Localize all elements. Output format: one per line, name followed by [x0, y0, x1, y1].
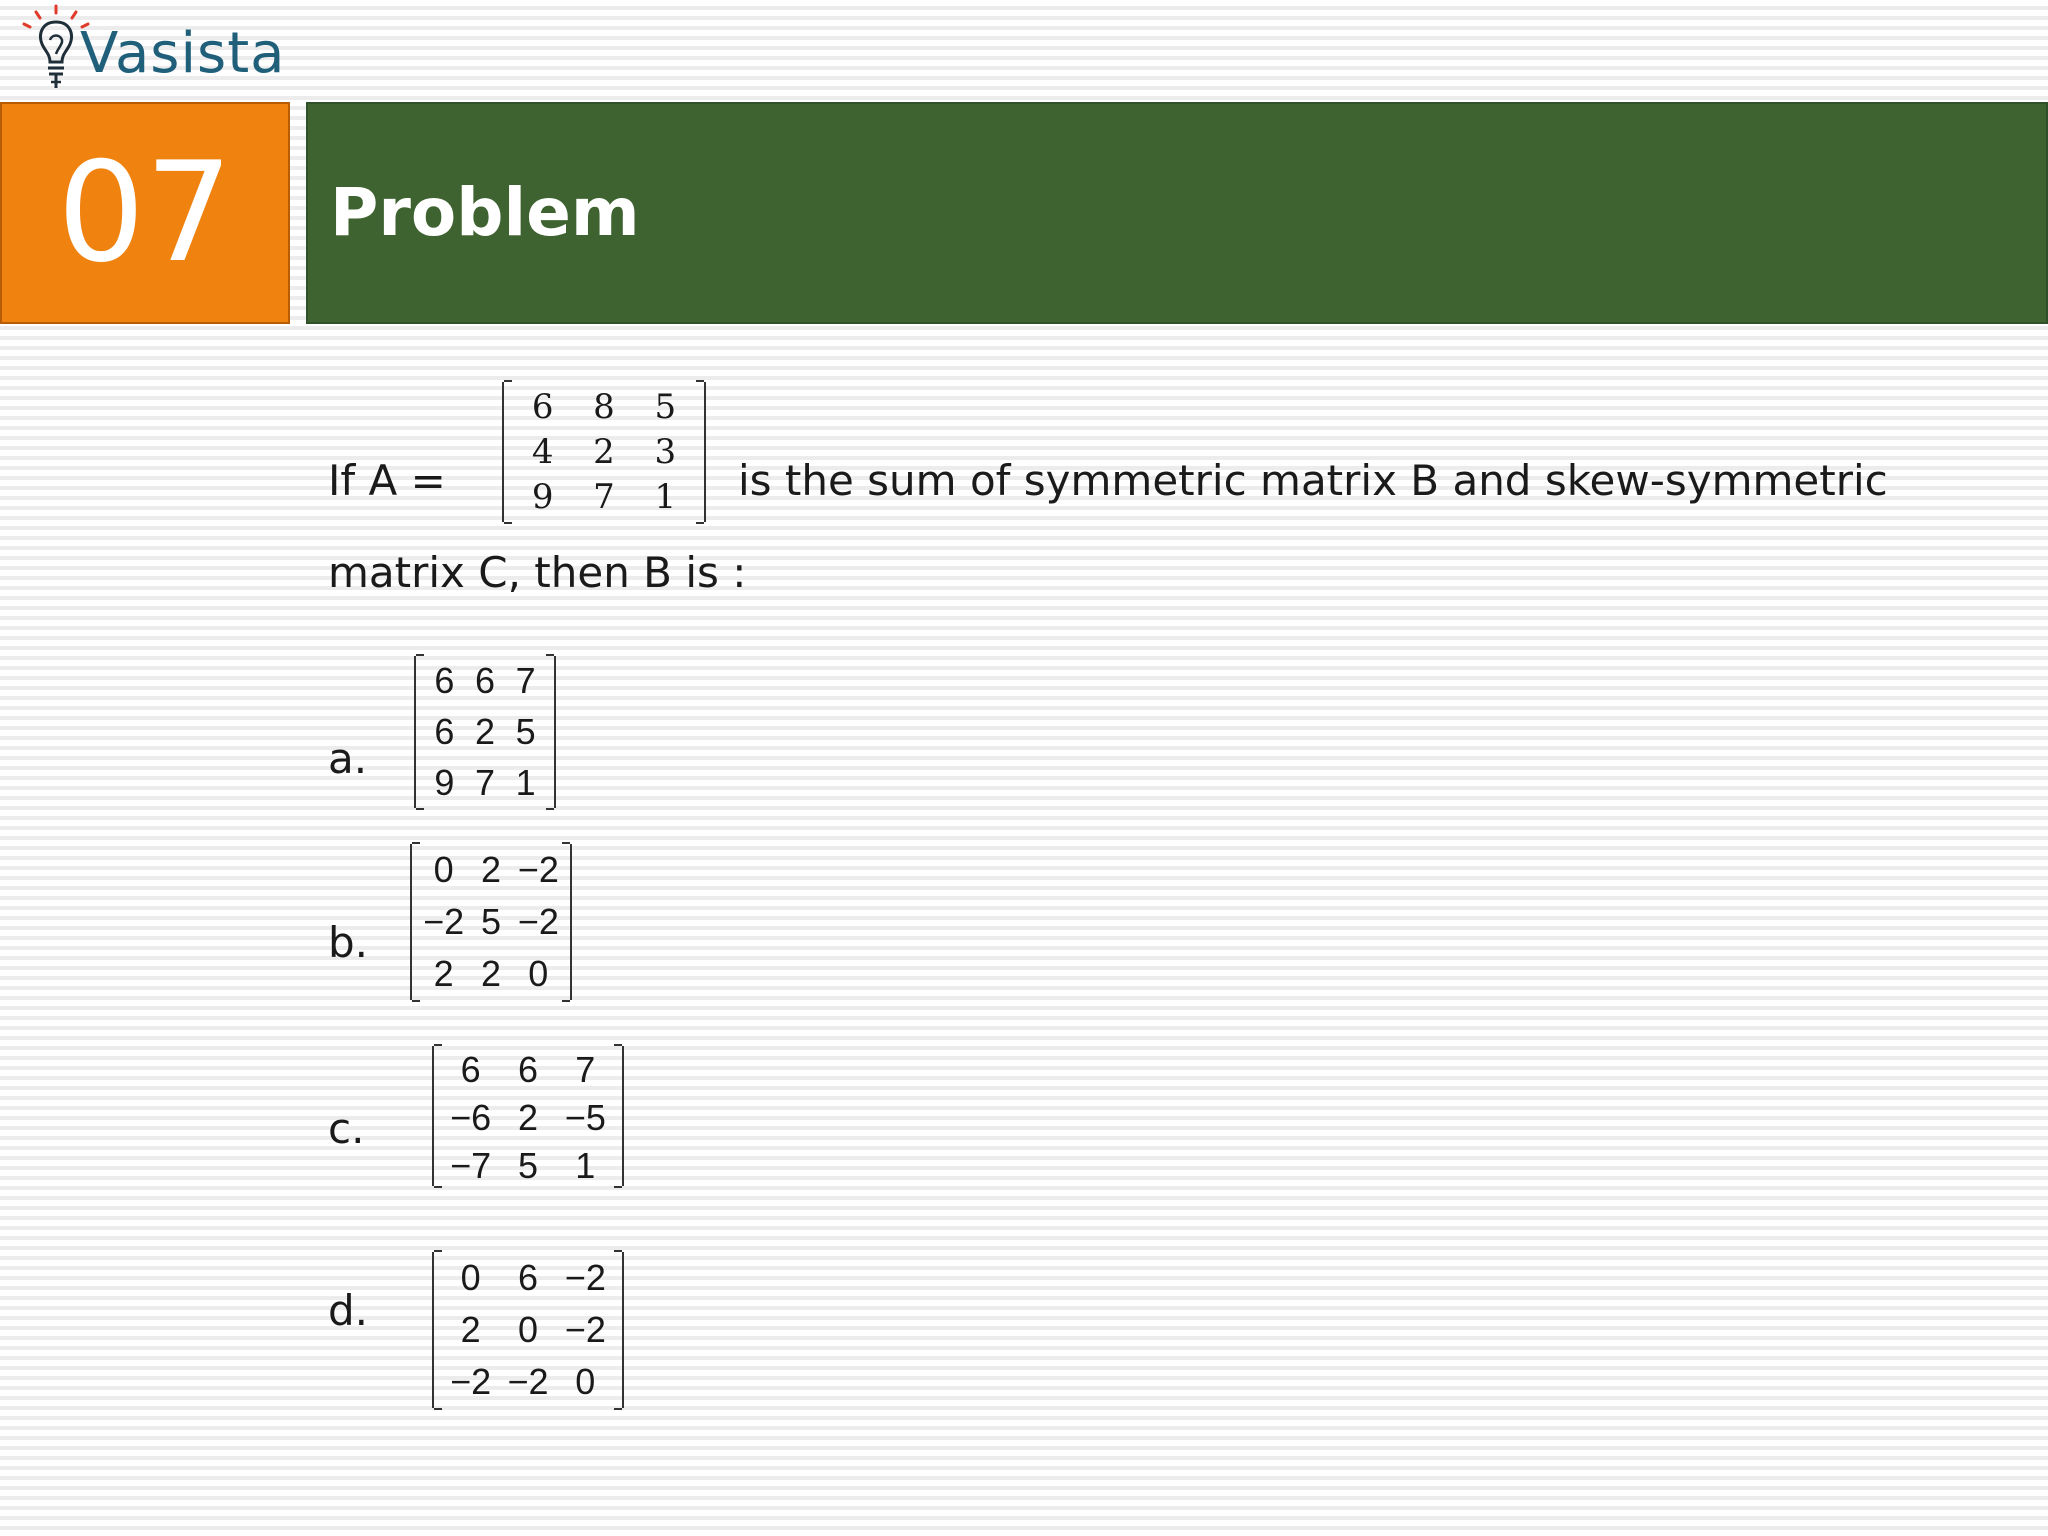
matrix-cell: −5	[564, 1097, 606, 1138]
matrix-cell: 7	[515, 660, 536, 702]
matrix-cell: 6	[434, 710, 455, 752]
matrix-cell: 6	[517, 1049, 538, 1090]
matrix-cell: 0	[575, 1361, 596, 1402]
matrix-cell: 0	[460, 1257, 481, 1298]
option-d-matrix	[432, 1252, 624, 1408]
matrix-cell: −2	[423, 901, 465, 942]
matrix-cell: 5	[654, 386, 677, 427]
option-a-label: a.	[328, 734, 368, 783]
matrix-cell: −2	[564, 1257, 606, 1298]
vasista-logo	[18, 4, 288, 96]
option-c-label: c.	[328, 1104, 365, 1153]
title-bar	[306, 102, 2048, 324]
matrix-cell: 5	[517, 1145, 538, 1186]
matrix-cell: 3	[654, 431, 677, 472]
option-a-matrix	[414, 656, 556, 808]
matrix-cell: −2	[517, 901, 559, 942]
matrix-cell: −6	[450, 1097, 492, 1138]
matrix-cell: 2	[593, 431, 615, 472]
matrix-cell: 9	[434, 761, 455, 803]
matrix-cell: 0	[528, 953, 549, 994]
option-b-label: b.	[328, 918, 369, 967]
matrix-cell: −2	[564, 1309, 606, 1350]
matrix-cell: 1	[575, 1145, 596, 1186]
page-title: Problem	[330, 174, 640, 251]
matrix-cell: −2	[450, 1361, 492, 1402]
logo-wordmark: Vasista	[80, 21, 286, 86]
matrix-cell: 7	[575, 1049, 596, 1090]
matrix-cell: 6	[531, 386, 554, 427]
matrix-cell: 4	[531, 431, 554, 472]
matrix-cell: 9	[531, 477, 554, 518]
matrix-cell: 1	[654, 477, 677, 518]
problem-number: 07	[57, 132, 233, 293]
matrix-cell: 6	[474, 660, 495, 702]
question-line-2: matrix C, then B is :	[328, 548, 747, 597]
matrix-cell: 2	[480, 953, 501, 994]
matrix-cell: 1	[515, 761, 536, 803]
matrix-cell: 5	[515, 710, 536, 752]
matrix-cell: 2	[474, 710, 495, 752]
matrix-a	[502, 382, 706, 522]
matrix-cell: 7	[593, 477, 615, 518]
matrix-cell: 6	[517, 1257, 538, 1298]
question-prefix: If A =	[328, 456, 446, 505]
matrix-cell: 2	[517, 1097, 538, 1138]
option-c-matrix	[432, 1046, 624, 1186]
matrix-cell: 2	[433, 953, 454, 994]
option-d-label: d.	[328, 1286, 369, 1335]
matrix-cell: −7	[450, 1145, 492, 1186]
matrix-cell: 2	[480, 849, 501, 890]
matrix-cell: 6	[460, 1049, 481, 1090]
matrix-cell: 6	[434, 660, 455, 702]
question-suffix: is the sum of symmetric matrix B and skew-symmetric	[738, 456, 1888, 505]
problem-number-box	[0, 102, 290, 324]
matrix-cell: 0	[517, 1309, 538, 1350]
matrix-cell: 0	[433, 849, 454, 890]
matrix-cell: 2	[460, 1309, 481, 1350]
matrix-cell: −2	[507, 1361, 549, 1402]
matrix-cell: −2	[517, 849, 559, 890]
option-b-matrix	[410, 844, 572, 1000]
matrix-cell: 8	[593, 386, 615, 427]
matrix-cell: 5	[480, 901, 501, 942]
matrix-cell: 7	[474, 761, 495, 803]
